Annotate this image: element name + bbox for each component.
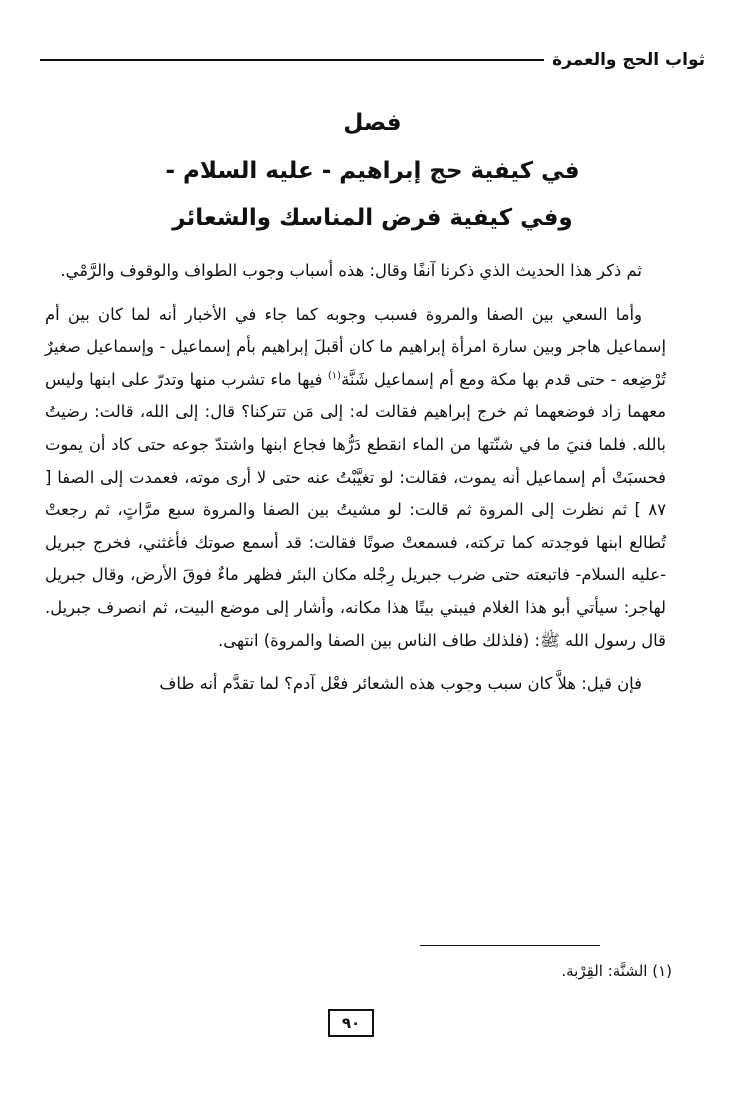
paragraph-1: ثم ذكر هذا الحديث الذي ذكرنا آنفًا وقال: هذه أسباب وجوب الطواف والوقوف والرَّمْي.	[60, 261, 642, 280]
chapter-heading-line-2: وفي كيفية فرض المناسك والشعائر	[172, 205, 573, 231]
running-header	[40, 50, 705, 70]
chapter-heading-line-1: في كيفية حج إبراهيم - عليه السلام -	[165, 158, 580, 184]
page-number: ٩٠	[328, 1009, 374, 1037]
footnote: (١) الشنَّة: القِرْبة.	[561, 962, 672, 980]
section-heading: فصل	[343, 110, 402, 136]
running-header-title: ثواب الحج والعمرة	[552, 50, 705, 70]
header-rule	[40, 59, 544, 61]
paragraph-2: وأما السعي بين الصفا والمروة فسبب وجوبه كما جاء في الأخبار أنه لما كان بين أم إسماعيل هاجر وبين سارة امرأة إبراهيم ما كان أقبلَ إبراهيم بأم إسماعيل - وإسماعيل صغيرٌ تُرْضِعه - حتى قدم بها مكة ومع أم إسماعيل شَنَّة$^{(١)}$ فيها ماء تشرب منها وتدرّ على ابنها وليس معهما زاد فوضعهما ثم خرج إبراهيم فقالت له: إلى مَن تتركنا؟ قال: إلى الله، قالت: رضيتُ بالله. فلما فنيَ ما في شنّتها من الماء انقطع دَرُّها فجاع ابنها واشتدّ جوعه حتى كاد أن يموت فحسبَتْ أم إسماعيل أنه يموت، فقالت: لو تغيَّبْتُ عنه حتى لا أرى موته، فعمدت إلى الصفا [ ٨٧ ] ثم نظرت إلى المروة ثم قالت: لو مشيتُ بين الصفا والمروة سبع مرَّاتٍ، ثم رجعتْ تُطالع ابنها فوجدته كما تركته، فسمعتْ صوتًا فقالت: قد أسمع صوتك فأغثني، فخرج جبريل -عليه السلام- فاتبعته حتى ضرب جبريل رِجْله مكان البئر فظهر ماءٌ فوقَ الأرض، وقال جبريل لهاجر: سيأتي أبو هذا الغلام فيبني بيتًا هذا مكانه، وأشار إلى موضع البيت، ثم انصرف جبريل. قال رسول الله ﷺ: (فلذلك طاف الناس بين الصفا والمروة) انتهى.	[45, 304, 666, 650]
footnote-separator	[420, 945, 600, 946]
footnote-marker: (١)	[327, 370, 342, 382]
body-text	[45, 255, 666, 701]
paragraph-3: فإن قيل: هلاَّ كان سبب وجوب هذه الشعائر فعْل آدم؟ لما تقدَّم أنه طاف	[159, 674, 642, 694]
